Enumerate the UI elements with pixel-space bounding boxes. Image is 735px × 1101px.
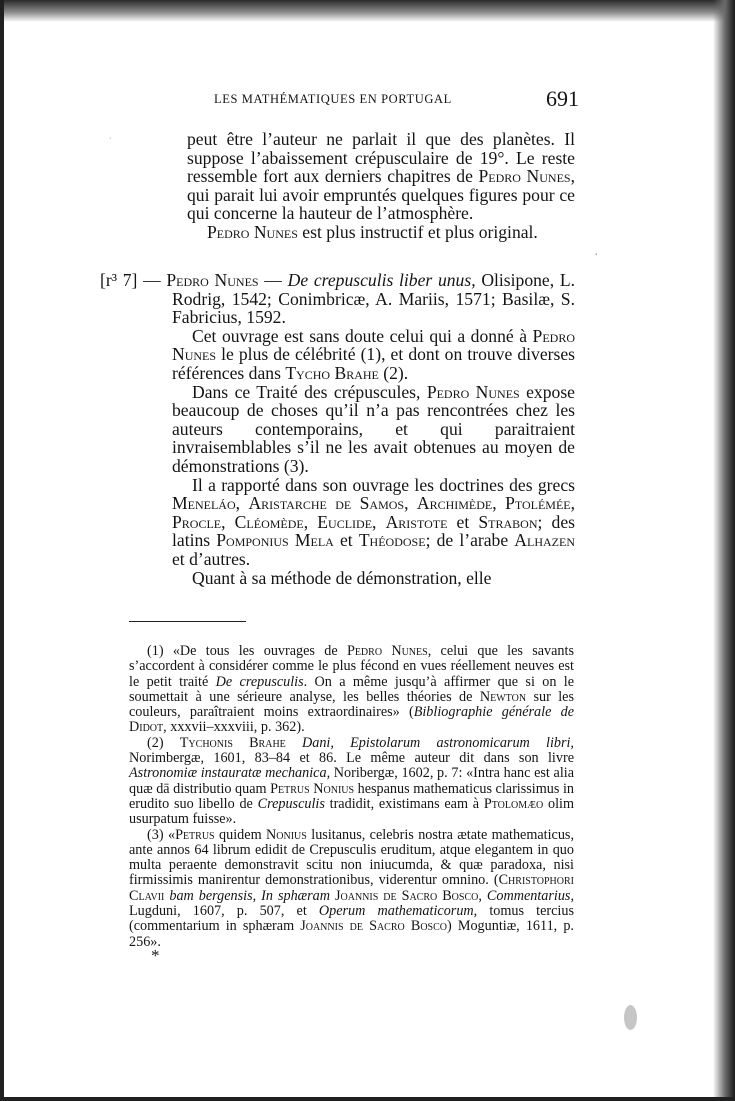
bleed-through-mark: · xyxy=(108,132,113,147)
footnote-3: (3) «Petrus quidem Nonius lusitanus, celebris nostra ætate mathematicus, ante annos 64 librum edidit de Crepusculis eruditum, atque elegantem in quo multa peraente demonstravit scitu non iniucumda, & quæ paradoxa, nisi firmissimis manirentur demonstrationibus, viderentur omnino. (Christophori Clavii bam bergensis, In sphæram Joannis de Sacro Bosco, Commentarius, Lugduni, 1607, p. 507, et Operum mathematicorum, tomus tercius (commentarium in sphæram Joannis de Sacro Bosco) Moguntiæ, 1611, p. 256». xyxy=(129,826,575,950)
entry-paragraph-4: Quant à sa méthode de démonstration, elle xyxy=(192,567,492,588)
scan-edge-left xyxy=(0,0,4,1101)
footnote-separator xyxy=(129,621,246,622)
entry-author: Pedro Nunes xyxy=(166,270,259,290)
asterisk-mark: * xyxy=(151,946,160,965)
running-title: LES MATHÉMATIQUES EN PORTUGAL xyxy=(214,92,452,106)
entry-paragraph-1: Cet ouvrage est sans doute celui qui a donné à Pedro Nunes le plus de célébrité (1), et dont on trouve diverses références dans Tycho Brahe (2). xyxy=(172,325,575,383)
scan-edge-top xyxy=(0,0,735,22)
entry-title: De crepusculis liber unus, xyxy=(287,270,476,290)
author-name: Pedro Nunes xyxy=(478,166,571,187)
entry-reference: [r³ 7] xyxy=(100,270,138,290)
footnote-2: (2) Tychonis Brahe Dani, Epistolarum astronomicarum libri, Norimbergæ, 1601, 83–84 et 86. Le même auteur dit dans son livre Astronomiæ instauratæ mechanica, Noribergæ, 1602, p. 7: «Intra hanc est alia quæ dā distributio quam Petrus Nonius hespanus mathematicus clarissimus in erudito suo libello de Crepusculis tradidit, existimans eam à Ptolomæo olim usurpatum fuisse». xyxy=(129,734,574,828)
footnote-1: (1) «De tous les ouvrages de Pedro Nunes, celui que les savants s’accordent à considérer comme le plus fécond en vues réellement neuves est le petit traité De crepusculis. On a même jusqu’à affirmer que si on le soumettait à une sérieure analyse, les belles théories de Newton sur les couleurs, paraîtraient moins extraordinaires» (Bibliographie générale de Didot, xxxvii–xxxviii, p. 362). xyxy=(129,643,575,736)
entry-body xyxy=(172,327,575,587)
margin-dot: · xyxy=(594,248,599,263)
entry-paragraph-3: Il a rapporté dans son ouvrage les doctrines des grecs Meneláo, Aristarche de Samos, Archimède, Ptolémée, Procle, Cléomède, Euclide, Aristote et Strabon; des latins Pomponius Mela et Théodose; de l’arabe Alhazen et d’autres. xyxy=(172,474,576,569)
scan-edge-bottom xyxy=(0,1097,735,1101)
author-name: Pedro Nunes xyxy=(207,221,298,242)
bibliography-entry xyxy=(100,271,575,587)
entry-imprint: Olisipone, L. Rodrig, 1542; Conimbricæ, A. Mariis, 1571; Basilæ, S. Fabricius, 1592. xyxy=(172,270,575,328)
page-header xyxy=(214,88,579,114)
intro-paragraph-1: peut être l’auteur ne parlait il que des planètes. Il suppose l’abaissement crépusculaire de 19°. Le reste ressemble fort aux derniers chapitres de Pedro Nunes, qui parait lui avoir empruntés quelques figures pour ce qui concerne la hauteur de l’atmosphère. xyxy=(187,129,575,224)
scan-edge-right xyxy=(713,0,735,1101)
entry-paragraph-2: Dans ce Traité des crépuscules, Pedro Nunes expose beaucoup de choses qu’il n’a pas rencontrées chez les auteurs contemporains, et qui paraitraient invraisemblables s’il ne les avait obtenues au moyen de démonstrations (3). xyxy=(172,381,575,476)
footnotes xyxy=(129,644,574,950)
intro-text xyxy=(187,130,575,242)
paper-stain xyxy=(624,1005,637,1030)
page-number: 691 xyxy=(546,86,579,111)
entry-heading: [r³ 7] — Pedro Nunes — De crepusculis liber unus, Olisipone, L. Rodrig, 1542; Conimbricæ, A. Mariis, 1571; Basilæ, S. Fabricius, 1592. xyxy=(100,270,575,328)
intro-paragraph-2: Pedro Nunes est plus instructif et plus original. xyxy=(207,221,538,242)
